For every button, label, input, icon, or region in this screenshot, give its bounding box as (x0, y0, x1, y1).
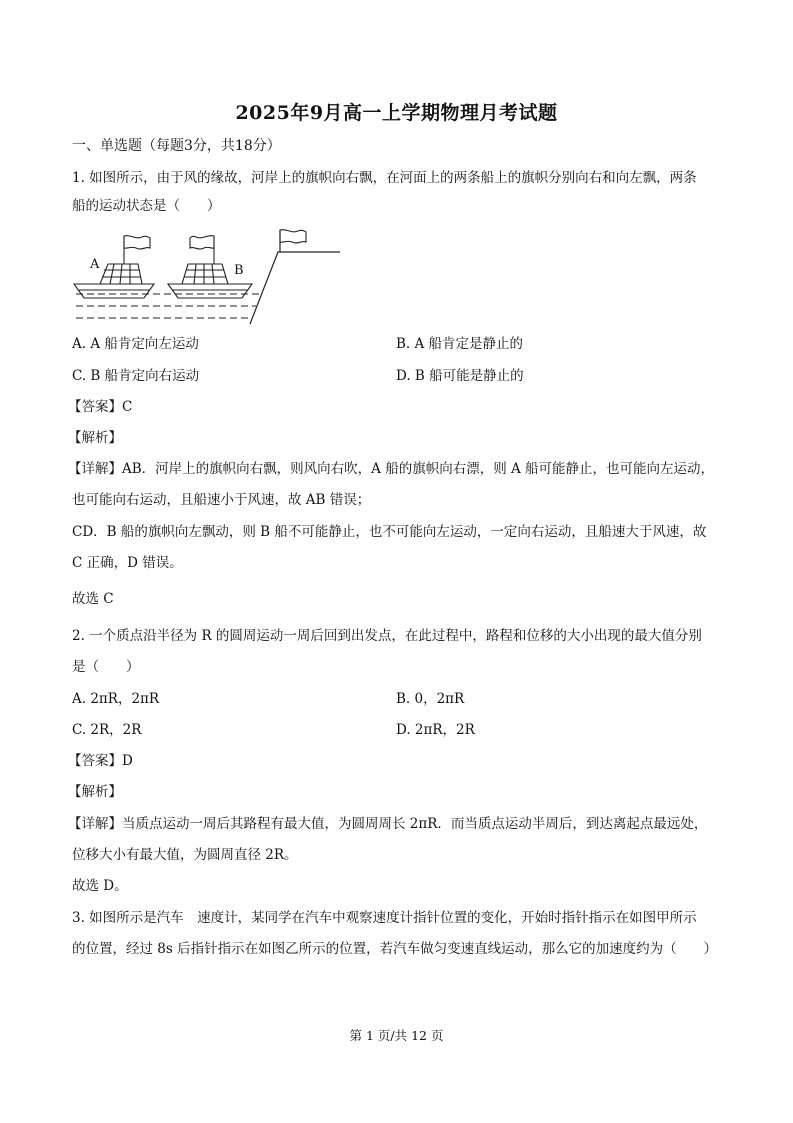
q2-conclusion: 故选 D。 (72, 878, 128, 894)
q3-stem-line2: 的位置，经过 8s 后指针指示在如图乙所示的位置，若汽车做匀变速直线运动，那么它的加速度约为（ ） (72, 941, 718, 957)
q2-option-d: D. 2πR，2R (396, 722, 475, 738)
q1-option-a: A. A 船肯定向左运动 (72, 336, 199, 352)
q1-detail-line1: 【详解】AB．河岸上的旗帜向右飘，则风向右吹，A 船的旗帜向右漂，则 A 船可能静止，也可能向左运动， (68, 461, 715, 477)
q2-option-b: B. 0，2πR (396, 691, 465, 707)
q1-analysis-title: 【解析】 (68, 430, 122, 446)
q1-option-c: C. B 船肯定向右运动 (72, 368, 200, 384)
q1-option-b: B. A 船肯定是静止的 (396, 336, 524, 352)
q2-detail-line1: 【详解】当质点运动一周后其路程有最大值，为圆周周长 2πR．而当质点运动半周后，到达离起点最远处， (68, 816, 708, 832)
q2-answer: 【答案】D (68, 753, 133, 769)
q1-detail-line4: C 正确，D 错误。 (72, 555, 183, 571)
page-footer: 第 1 页/共 12 页 (349, 1028, 444, 1043)
boat-a-label: A (90, 257, 100, 272)
q1-stem-line2: 船的运动状态是（ ） (72, 198, 221, 214)
q2-detail-line2: 位移大小有最大值，为圆周直径 2R。 (72, 847, 298, 863)
q1-figure-boats-flags (72, 228, 344, 328)
q1-detail-line2: 也可能向右运动，且船速小于风速，故 AB 错误； (72, 492, 371, 508)
q2-stem-line2: 是（ ） (72, 659, 140, 675)
boat-a (74, 236, 154, 298)
q2-stem-line1: 2. 一个质点沿半径为 R 的圆周运动一周后回到出发点，在此过程中，路程和位移的大小出现的最大值分别 (72, 628, 702, 644)
q1-conclusion: 故选 C (72, 591, 114, 607)
q1-option-d: D. B 船可能是静止的 (396, 368, 524, 384)
q2-option-a: A. 2πR，2πR (72, 691, 160, 707)
q1-answer: 【答案】C (68, 399, 133, 415)
q1-detail-line3: CD．B 船的旗帜向左飘动，则 B 船不可能静止，也不可能向左运动，一定向右运动，且船速大于风速，故 (72, 524, 707, 540)
exam-title: 2025年9月高一上学期物理月考试题 (235, 102, 558, 124)
q2-option-c: C. 2R，2R (72, 722, 142, 738)
q3-stem-line1: 3. 如图所示是汽车 速度计，某同学在汽车中观察速度计指针位置的变化，开始时指针指示在如图甲所示 (72, 910, 697, 926)
q1-stem-line1: 1. 如图所示，由于风的缘故，河岸上的旗帜向右飘，在河面上的两条船上的旗帜分别向右和向左飘，两条 (72, 170, 697, 186)
q2-analysis-title: 【解析】 (68, 784, 122, 800)
boat-b-label: B (234, 263, 244, 278)
section-heading: 一、单选题（每题3分，共18分） (72, 138, 281, 154)
